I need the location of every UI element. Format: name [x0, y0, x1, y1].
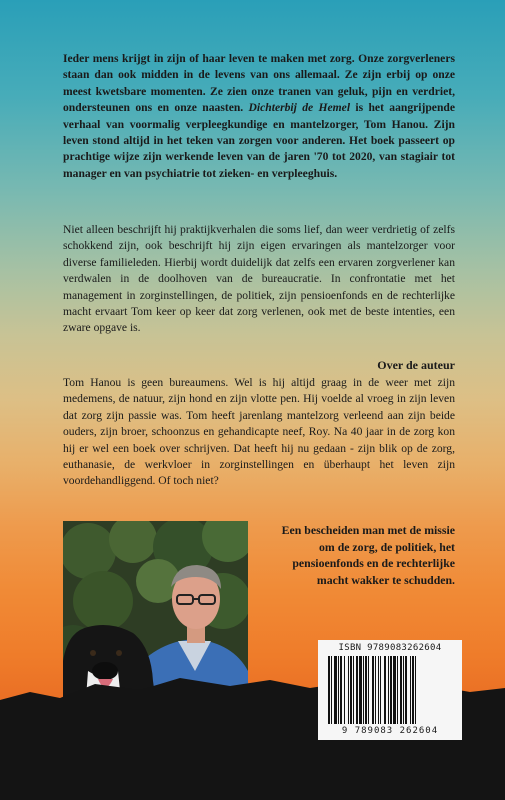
barcode-bar: [363, 656, 364, 724]
barcode-bar: [350, 656, 352, 724]
barcode-bar: [403, 656, 404, 724]
barcode-bar: [388, 656, 389, 724]
intro-text-end: is het aangrijpende verhaal van voormalig verpleegkundige en mantelzorger, Tom Hanou. Zijn leven stond altijd in het teken van zorgen voor anderen. Het boek passeert op prachtige wijze zijn werkende leven van de jaren '70 tot 2020, van stagiair tot manager en van psychiatrie tot zieken- en verpleeghuis.: [63, 101, 455, 180]
barcode-bar: [390, 656, 392, 724]
barcode-bar: [384, 656, 386, 724]
barcode-bar: [348, 656, 349, 724]
barcode-bar: [359, 656, 362, 724]
barcode-bar: [334, 656, 337, 724]
barcode-bar: [412, 656, 414, 724]
barcode-bar: [340, 656, 342, 724]
barcode-bar: [353, 656, 354, 724]
barcode-bar: [397, 656, 398, 724]
barcode-bar: [372, 656, 374, 724]
barcode-bar: [410, 656, 411, 724]
tagline: Een bescheiden man met de missie om de zorg, de politiek, het pensioenfonds en de rechterlijke macht wakker te schudden.: [281, 523, 455, 587]
barcode-bar: [375, 656, 376, 724]
story-paragraph: Niet alleen beschrijft hij praktijkverhalen die soms lief, dan weer verdrietig of zelfs schokkend zijn, ook beschrijft hij zijn eigen ervaringen als mantelzorger voor diverse familieleden. Hierbij wordt duidelijk dat zelfs een ervaren zorgverlener kan verdwalen in de doolhoven van de bureaucratie. In confrontatie met het management in zorginstellingen, de politiek, zijn pensioenfonds en de rechterlijke macht ervaart Tom keer op keer dat zorg verlenen, ook met de beste intenties, een zware opgave is.: [63, 223, 455, 335]
barcode-bar: [328, 656, 330, 724]
about-author-heading: Over de auteur: [377, 358, 455, 372]
barcode: [318, 640, 462, 740]
barcode-bar: [331, 656, 332, 724]
book-title: Dichterbij de Hemel: [248, 101, 351, 115]
barcode-bar: [365, 656, 367, 724]
barcode-bar: [368, 656, 369, 724]
isbn-label: ISBN 9789083262604: [338, 643, 442, 653]
barcode-bar: [378, 656, 379, 724]
barcode-bar: [393, 656, 396, 724]
isbn-number: 9 789083 262604: [341, 726, 439, 736]
intro-text-start: Ieder mens krijgt in zijn of haar leven te maken met zorg. Onze zorgverleners staan dan ook midden in de levens van ons allemaal. Ze zijn erbij op onze meest kwetsbare momenten. Ze zien onze tranen van geluk, pijn en verdriet, ondersteunen ons en onze naasten.: [63, 52, 455, 115]
barcode-bar: [338, 656, 339, 724]
barcode-bar: [356, 656, 358, 724]
intro-paragraph: [63, 51, 455, 182]
barcode-bar: [415, 656, 416, 724]
barcode-box: [318, 640, 462, 740]
barcode-bar: [344, 656, 345, 724]
author-paragraph: Tom Hanou is geen bureaumens. Wel is hij altijd graag in de weer met zijn medemens, de natuur, zijn hond en zijn vlotte pen. Hij voelde al vroeg in zijn leven dat zorg zijn passie was. Tom heeft jarenlang mantelzorg verleend aan zijn beide ouders, zijn broer, schoonzus en gehandicapte neef, Roy. Na 40 jaar in de zorg kon hij er wel een boek over schrijven. Dat heeft hij nu gedaan - zijn blik op de zorg, euthanasie, de werkvloer in zorginstellingen en überhaupt het leven zijn voordehandliggend. Of toch niet?: [63, 376, 455, 488]
barcode-bar: [405, 656, 407, 724]
barcode-bar: [400, 656, 402, 724]
barcode-bar: [380, 656, 381, 724]
